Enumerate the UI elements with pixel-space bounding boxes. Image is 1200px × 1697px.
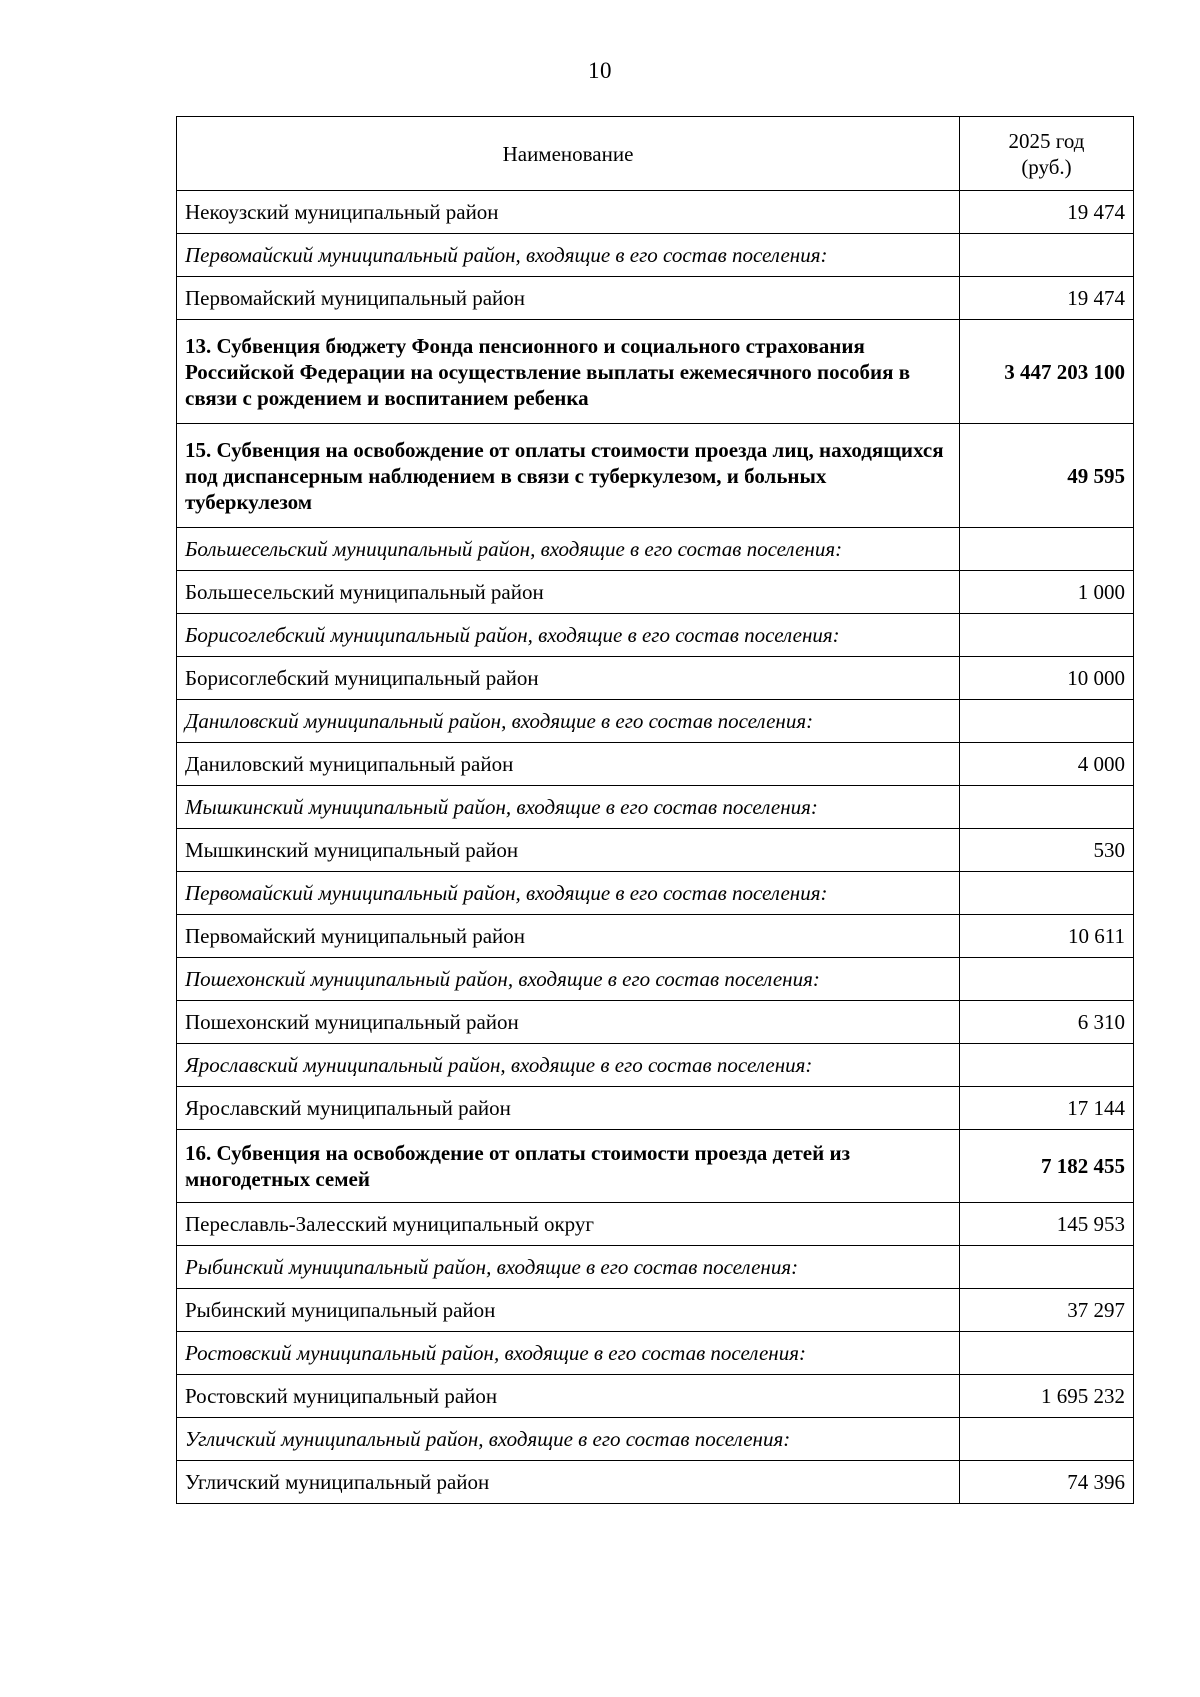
table-row — [177, 743, 1134, 786]
row-name-cell: Угличский муниципальный район — [177, 1461, 960, 1504]
subheading-row — [177, 872, 1134, 915]
row-value-cell — [960, 700, 1134, 743]
row-value-cell: 1 000 — [960, 571, 1134, 614]
table-row — [177, 1203, 1134, 1246]
row-name-cell: Рыбинский муниципальный район — [177, 1289, 960, 1332]
table-row — [177, 657, 1134, 700]
table-row — [177, 915, 1134, 958]
section-row — [177, 320, 1134, 424]
table-row — [177, 277, 1134, 320]
row-value-cell — [960, 1332, 1134, 1375]
subheading-row — [177, 786, 1134, 829]
row-name-cell: Борисоглебский муниципальный район, входящие в его состав поселения: — [177, 614, 960, 657]
row-name-cell: Первомайский муниципальный район, входящие в его состав поселения: — [177, 872, 960, 915]
row-value-cell — [960, 958, 1134, 1001]
row-value-cell: 1 695 232 — [960, 1375, 1134, 1418]
header-row — [177, 117, 1134, 191]
row-value-cell — [960, 234, 1134, 277]
row-value-cell — [960, 786, 1134, 829]
row-name-cell: Первомайский муниципальный район — [177, 277, 960, 320]
row-name-cell: Мышкинский муниципальный район, входящие в его состав поселения: — [177, 786, 960, 829]
header-unit-label: (руб.) — [1021, 154, 1072, 179]
row-name-cell: Ростовский муниципальный район — [177, 1375, 960, 1418]
row-value-cell: 145 953 — [960, 1203, 1134, 1246]
row-name-cell: Большесельский муниципальный район, входящие в его состав поселения: — [177, 528, 960, 571]
subheading-row — [177, 1418, 1134, 1461]
budget-table — [176, 116, 1134, 1504]
row-name-cell: Первомайский муниципальный район — [177, 915, 960, 958]
row-value-cell: 3 447 203 100 — [960, 320, 1134, 424]
table-row — [177, 1461, 1134, 1504]
row-value-cell — [960, 1418, 1134, 1461]
header-year-cell — [960, 117, 1134, 191]
subheading-row — [177, 528, 1134, 571]
row-value-cell: 4 000 — [960, 743, 1134, 786]
row-value-cell: 10 000 — [960, 657, 1134, 700]
row-name-cell: Мышкинский муниципальный район — [177, 829, 960, 872]
row-value-cell — [960, 614, 1134, 657]
row-name-cell: Даниловский муниципальный район — [177, 743, 960, 786]
table-header — [177, 117, 1134, 191]
row-name-cell: Ярославский муниципальный район, входящие в его состав поселения: — [177, 1044, 960, 1087]
header-year-label: 2025 год — [1008, 128, 1085, 153]
row-name-cell: Борисоглебский муниципальный район — [177, 657, 960, 700]
subheading-row — [177, 234, 1134, 277]
row-name-cell: Ярославский муниципальный район — [177, 1087, 960, 1130]
subheading-row — [177, 1044, 1134, 1087]
row-name-cell: Ростовский муниципальный район, входящие в его состав поселения: — [177, 1332, 960, 1375]
table-body — [177, 191, 1134, 1504]
row-name-cell: Рыбинский муниципальный район, входящие в его состав поселения: — [177, 1246, 960, 1289]
table-row — [177, 191, 1134, 234]
row-name-cell: Угличский муниципальный район, входящие в его состав поселения: — [177, 1418, 960, 1461]
row-value-cell — [960, 528, 1134, 571]
row-value-cell — [960, 872, 1134, 915]
row-name-cell: Большесельский муниципальный район — [177, 571, 960, 614]
row-name-cell: 15. Субвенция на освобождение от оплаты стоимости проезда лиц, находящихся под диспансерным наблюдением в связи с туберкулезом, и больных туберкулезом — [177, 424, 960, 528]
row-value-cell: 19 474 — [960, 191, 1134, 234]
table-row — [177, 1087, 1134, 1130]
row-value-cell: 10 611 — [960, 915, 1134, 958]
row-value-cell — [960, 1044, 1134, 1087]
table-row — [177, 1001, 1134, 1044]
page-number: 10 — [588, 58, 612, 83]
table-row — [177, 1375, 1134, 1418]
row-name-cell: 16. Субвенция на освобождение от оплаты стоимости проезда детей из многодетных семей — [177, 1130, 960, 1203]
row-value-cell: 19 474 — [960, 277, 1134, 320]
row-value-cell: 6 310 — [960, 1001, 1134, 1044]
table-row — [177, 829, 1134, 872]
section-row — [177, 1130, 1134, 1203]
table-row — [177, 571, 1134, 614]
table-row — [177, 1289, 1134, 1332]
row-name-cell: Переславль-Залесский муниципальный округ — [177, 1203, 960, 1246]
row-name-cell: Даниловский муниципальный район, входящие в его состав поселения: — [177, 700, 960, 743]
row-value-cell: 17 144 — [960, 1087, 1134, 1130]
row-name-cell: Пошехонский муниципальный район — [177, 1001, 960, 1044]
subheading-row — [177, 958, 1134, 1001]
row-value-cell: 49 595 — [960, 424, 1134, 528]
header-name-cell: Наименование — [177, 117, 960, 191]
subheading-row — [177, 614, 1134, 657]
row-name-cell: Некоузский муниципальный район — [177, 191, 960, 234]
row-value-cell: 37 297 — [960, 1289, 1134, 1332]
subheading-row — [177, 1246, 1134, 1289]
subheading-row — [177, 1332, 1134, 1375]
row-value-cell: 74 396 — [960, 1461, 1134, 1504]
subheading-row — [177, 700, 1134, 743]
row-name-cell: Первомайский муниципальный район, входящие в его состав поселения: — [177, 234, 960, 277]
row-name-cell: Пошехонский муниципальный район, входящие в его состав поселения: — [177, 958, 960, 1001]
row-value-cell: 530 — [960, 829, 1134, 872]
row-value-cell: 7 182 455 — [960, 1130, 1134, 1203]
section-row — [177, 424, 1134, 528]
row-name-cell: 13. Субвенция бюджету Фонда пенсионного и социального страхования Российской Федерации на осуществление выплаты ежемесячного пособия в связи с рождением и воспитанием ребенка — [177, 320, 960, 424]
row-value-cell — [960, 1246, 1134, 1289]
